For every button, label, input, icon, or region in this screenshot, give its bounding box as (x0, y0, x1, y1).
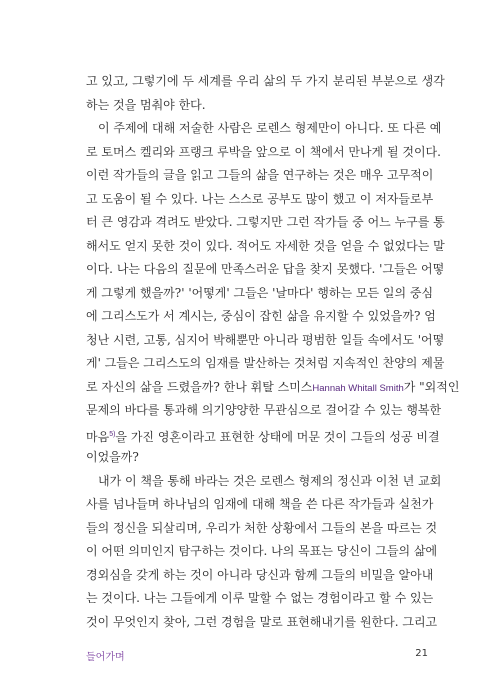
english-name: Hannah Whitall Smith (312, 382, 404, 394)
page-footer (86, 648, 428, 664)
text-line: 하는 것을 멈춰야 한다. (86, 97, 206, 112)
paragraph (86, 70, 445, 117)
text-line-with-english-name (86, 376, 460, 400)
text-segment: 마음 (86, 429, 110, 444)
text-line: 내가 이 책을 통해 바라는 것은 로렌스 형제의 정신과 이천 년 교회 (98, 473, 442, 488)
text-line: 해서도 얻지 못한 것이 있다. 적어도 자세한 것을 얻을 수 없었다는 말 (86, 238, 445, 253)
text-segment: 로 자신의 삶을 드렸을까? 한나 휘탈 스미스 (86, 379, 313, 394)
text-line: 이었을까? (86, 450, 139, 464)
text-line: 이 주제에 대해 저술한 사람은 로렌스 형제만이 아니다. 또 다른 예 (98, 121, 442, 135)
text-line: 들의 정신을 되살리며, 우리가 처한 상황에서 그들의 본을 따르는 것 (86, 520, 438, 535)
text-line: 이런 작가들의 글을 읽고 그들의 삶을 연구하는 것은 매우 고무적이 (86, 168, 434, 182)
paragraph (86, 117, 460, 470)
text-line: 는 것이다. 나는 그들에게 이루 말할 수 없는 경험이라고 할 수 있는 (86, 591, 434, 605)
text-line: 고 도움이 될 수 있다. 나는 스스로 공부도 많이 했고 이 저자들로부 (86, 191, 434, 206)
footer-section-title: 들어가며 (86, 652, 125, 663)
page-body (86, 70, 460, 634)
text-line: 터 큰 영감과 격려도 받았다. 그렇지만 그런 작가들 중 어느 누구를 통 (86, 215, 445, 229)
text-line: 게' 그들은 그리스도의 임재를 발산하는 것처럼 지속적인 찬양의 제물 (86, 356, 445, 370)
text-line: 문제의 바다를 통과해 의기양양한 무관심으로 걸어갈 수 있는 행복한 (86, 403, 442, 417)
text-line: 게 그렇게 했을까?' '어떻게' 그들은 '날마다' 행하는 모든 일의 중심 (86, 285, 434, 300)
paragraph (86, 470, 442, 635)
text-line: 사를 넘나들며 하나님의 임재에 대해 책을 쓴 다른 작가들과 실천가 (86, 497, 434, 511)
text-line: 이 어떤 의미인지 탐구하는 것이다. 나의 목표는 당신이 그들의 삶에 (86, 544, 438, 558)
text-segment: 을 가진 영혼이라고 표현한 상태에 머문 것이 그들의 성공 비결 (115, 429, 440, 444)
text-line-with-footnote (86, 423, 440, 447)
text-line: 이다. 나는 다음의 질문에 만족스러운 답을 찾지 못했다. '그들은 어떻 (86, 262, 445, 276)
text-segment: 가 "외적인 (403, 379, 460, 394)
text-line: 청난 시련, 고통, 심지어 박해뿐만 아니라 평범한 일들 속에서도 '어떻 (86, 332, 445, 347)
text-line: 에 그리스도가 서 계시는, 중심이 잡힌 삶을 유지할 수 있었을까? 엄 (86, 309, 436, 323)
page-number: 21 (415, 648, 428, 659)
text-line: 고 있고, 그렇기에 두 세계를 우리 삶의 두 가지 분리된 부분으로 생각 (86, 74, 445, 88)
text-line: 로 토머스 켈리와 프랭크 루박을 앞으로 이 책에서 만나게 될 것이다. (86, 144, 441, 159)
footnote-marker[interactable]: 5) (109, 430, 116, 438)
text-line: 경외심을 갖게 하는 것이 아니라 당신과 함께 그들의 비밀을 알아내 (86, 567, 434, 582)
text-line: 것이 무엇인지 찾아, 그런 경험을 말로 표현해내기를 원한다. 그리고 (86, 614, 438, 629)
